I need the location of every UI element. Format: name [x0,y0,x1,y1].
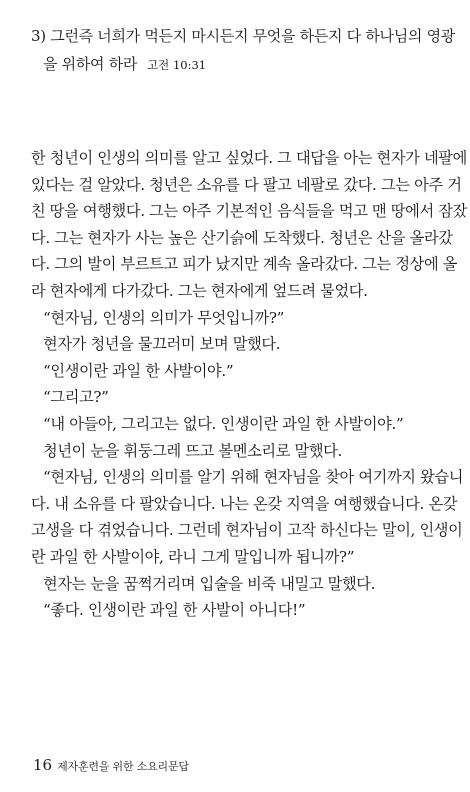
text-line: 고생을 다 겪었습니다. 그런데 현자님이 고작 하신다는 말이, 인생이 [31,521,463,540]
verse-line [31,50,455,79]
text-line: “인생이란 과일 한 사발이야.” [43,361,234,380]
text-line: 다. 그의 발이 부르트고 피가 났지만 계속 올라갔다. 그는 정상에 올 [31,255,458,274]
text-line: 현자가 청년을 물끄러미 보며 말했다. [43,335,281,354]
story-text [31,145,467,624]
text-line: “내 아들아, 그리고는 없다. 인생이란 과일 한 사발이야.” [43,414,404,433]
text-line: 라 현자에게 다가갔다. 그는 현자에게 엎드려 물었다. [31,281,368,300]
page-footer [33,756,189,776]
verse-line-text: 을 위하여 하라 [43,55,138,73]
scripture-verse [31,22,455,79]
text-line: 있다는 걸 알았다. 청년은 소유를 다 팔고 네팔로 갔다. 그는 아주 거 [31,175,462,194]
text-line: 한 청년이 인생의 의미를 알고 싶었다. 그 대답을 아는 현자가 네팔에 [31,149,467,167]
book-title: 제자훈련을 위한 소요리문답 [57,760,189,773]
page-number: 16 [33,756,53,774]
text-line: “좋다. 인생이란 과일 한 사발이 아니다!” [43,601,306,620]
text-line: 청년이 눈을 휘둥그레 뜨고 볼멘소리로 말했다. [43,441,342,460]
text-line: 란 과일 한 사발이야, 라니 그게 말입니까 됩니까?” [31,547,355,566]
text-line: “현자님, 인생의 의미를 알기 위해 현자님을 찾아 여기까지 왔습니 [43,468,464,487]
text-line: 친 땅을 여행했다. 그는 아주 기본적인 음식들을 먹고 맨 땅에서 잠잤 [31,202,467,221]
text-line: 다. 그는 현자가 사는 높은 산기슭에 도착했다. 청년은 산을 올라갔 [31,228,453,247]
text-line: “그리고?” [43,388,109,407]
verse-line: 3) 그런즉 너희가 먹든지 마시든지 무엇을 하든지 다 하나님의 영광 [31,27,455,45]
text-line: 현자는 눈을 꿈쩍거리며 입술을 비죽 내밀고 말했다. [43,574,376,593]
text-line: 다. 내 소유를 다 팔았습니다. 나는 온갖 지역을 여행했습니다. 온갖 [31,494,458,513]
verse-reference: 고전 10:31 [147,58,207,72]
text-line: “현자님, 인생의 의미가 무엇입니까?” [43,308,285,327]
